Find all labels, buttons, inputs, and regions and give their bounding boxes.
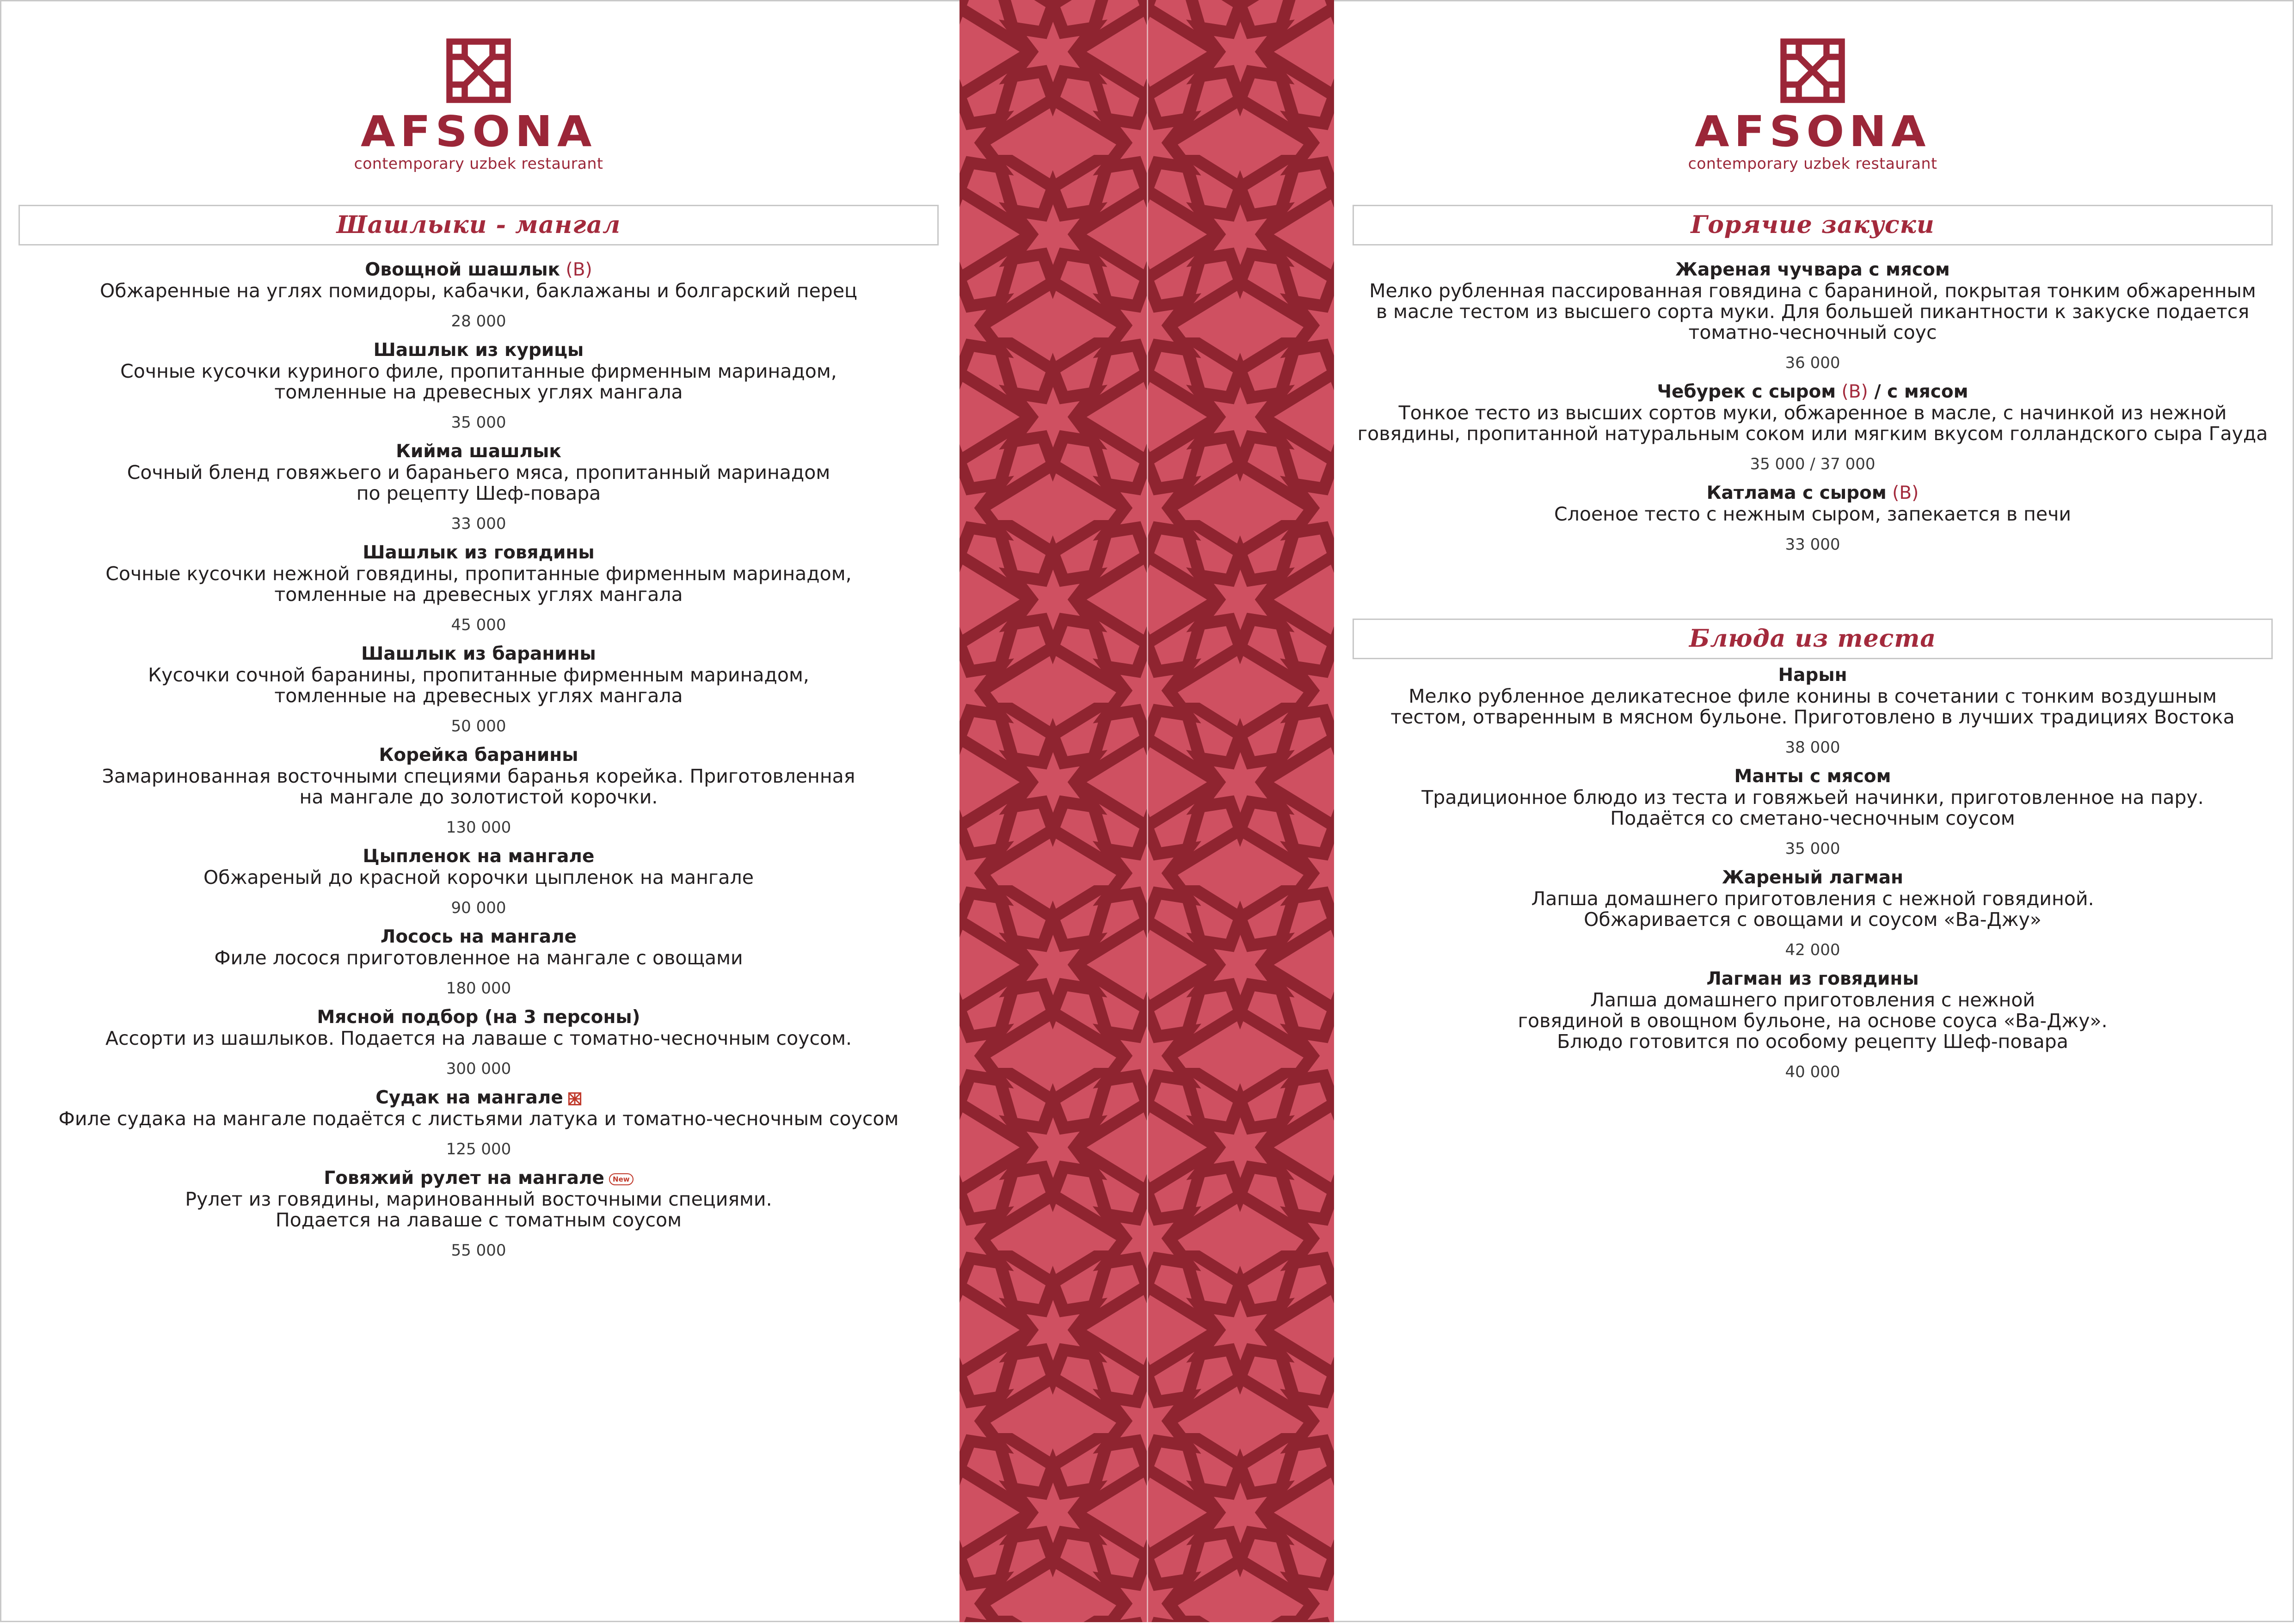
section-title: Горячие закуски (1691, 211, 1935, 239)
menu-item-list (1353, 259, 2273, 554)
dish-price: 180 000 (446, 979, 511, 998)
menu-item (18, 846, 939, 918)
dish-description: Сочный бленд говяжьего и бараньего мяса, пропитанный маринадом (127, 461, 830, 484)
dish-name-text: Шашлык из говядины (363, 542, 595, 563)
dish-description: Замаринованная восточными специями баранья корейка. Приготовленная (102, 765, 855, 787)
menu-item (1353, 259, 2273, 373)
dish-description: по рецепту Шеф-повара (356, 482, 601, 504)
dish-price: 90 000 (451, 899, 506, 917)
dish-description: тестом, отваренным в мясном бульоне. Приготовлено в лучших традициях Востока (1390, 706, 2235, 728)
dish-name-text: Жареная чучвара с мясом (1675, 259, 1950, 280)
dish-description: говядиной в овощном бульоне, на основе соуса «Ва-Джу». (1518, 1010, 2108, 1032)
dish-description: Рулет из говядины, маринованный восточными специями. (185, 1188, 772, 1210)
section-title: Блюда из теста (1689, 625, 1937, 653)
menu-item (1353, 664, 2273, 757)
section-title: Шашлыки - мангал (336, 211, 621, 239)
dish-name-text: Судак на мангале (375, 1087, 563, 1108)
dish-name (1353, 259, 2273, 281)
menu-item (18, 1006, 939, 1079)
brand-tagline: contemporary uzbek restaurant (1688, 154, 1937, 172)
dish-name (18, 441, 939, 462)
menu-item (18, 744, 939, 837)
menu-item (1353, 766, 2273, 858)
dish-name-text: Чебурек с сыром (1657, 381, 1836, 402)
vegetarian-tag: (В) (1836, 381, 1868, 402)
dish-price: 40 000 (1785, 1063, 1840, 1081)
lattice-knot-icon (1778, 36, 1847, 105)
dish-description: Традиционное блюдо из теста и говяжьей начинки, приготовленное на пару. (1421, 786, 2204, 809)
dish-description: Обжаренные на углях помидоры, кабачки, баклажаны и болгарский перец (100, 280, 857, 302)
dish-description: томленные на древесных углях мангала (274, 381, 683, 403)
dish-price: 35 000 (451, 413, 506, 432)
dish-name-text: Кийма шашлык (396, 441, 561, 462)
dish-description: томленные на древесных углях мангала (274, 685, 683, 707)
menu-item (18, 441, 939, 533)
dish-name-text: Жареный лагман (1722, 867, 1903, 888)
dish-name-text: Шашлык из курицы (373, 340, 584, 361)
dish-name-text: Нарын (1778, 665, 1847, 686)
dish-description: Подаётся со сметано-чесночным соусом (1610, 807, 2015, 829)
dish-price: 33 000 (1785, 535, 1840, 554)
dish-price: 50 000 (451, 717, 506, 735)
brand-name: AFSONA (361, 114, 597, 150)
brand-logo (1353, 36, 2273, 172)
dish-name-text: Лагман из говядины (1706, 968, 1919, 989)
dish-price: 42 000 (1785, 941, 1840, 959)
dish-description: на мангале до золотистой корочки. (299, 786, 658, 808)
brand-tagline: contemporary uzbek restaurant (354, 154, 603, 172)
menu-item-list (18, 259, 939, 1260)
dish-name-text: Лосось на мангале (380, 926, 577, 947)
dish-name-text: Мясной подбор (на 3 персоны) (317, 1007, 640, 1028)
dish-description: Мелко рубленная пассированная говядина с бараниной, покрытая тонким обжаренным (1369, 280, 2256, 302)
dish-description: Ассорти из шашлыков. Подается на лаваше с томатно-чесночным соусом. (105, 1027, 852, 1049)
dish-name (18, 259, 939, 281)
section-header-hot-appetizers (1353, 205, 2273, 245)
dish-name (1353, 664, 2273, 686)
dish-name-text: Цыпленок на мангале (363, 846, 595, 867)
signature-dish-icon (568, 1092, 582, 1106)
dish-price: 33 000 (451, 515, 506, 533)
center-fold (1147, 0, 1148, 1622)
dish-description: Сочные кусочки куриного филе, пропитанные фирменным маринадом, (120, 360, 837, 382)
section-header-dough-dishes (1353, 619, 2273, 659)
menu-item (18, 339, 939, 432)
dish-name-text: Корейка баранины (379, 745, 578, 766)
dish-description: томатно-чесночный соус (1688, 321, 1937, 343)
dish-name-text: Катлама с сыром (1706, 483, 1887, 503)
dish-name (1353, 968, 2273, 990)
dish-description: Слоеное тесто с нежным сыром, запекается в печи (1554, 503, 2071, 525)
dish-description: Лапша домашнего приготовления с нежной (1590, 989, 2036, 1011)
dish-description: Блюдо готовится по особому рецепту Шеф-повара (1557, 1030, 2068, 1053)
dish-description: Кусочки сочной баранины, пропитанные фирменным маринадом, (148, 664, 809, 686)
dish-price: 35 000 / 37 000 (1750, 455, 1876, 473)
dish-name (1353, 766, 2273, 787)
dish-description: говядины, пропитанной натуральным соком или мягким вкусом голландского сыра Гауда (1357, 423, 2268, 445)
menu-item (18, 259, 939, 331)
menu-item (18, 643, 939, 736)
dish-price: 125 000 (446, 1140, 511, 1158)
brand-wordmark (358, 114, 599, 150)
menu-item (1353, 867, 2273, 960)
dish-price: 35 000 (1785, 840, 1840, 858)
dish-description: Сочные кусочки нежной говядины, пропитанные фирменным маринадом, (105, 563, 852, 585)
dish-price: 130 000 (446, 818, 511, 837)
dish-description: Обжаривается с овощами и соусом «Ва-Джу» (1584, 908, 2042, 931)
dish-description: Обжареный до красной корочки цыпленок на мангале (203, 866, 754, 889)
dish-price: 300 000 (446, 1060, 511, 1078)
menu-item (18, 926, 939, 998)
dish-name-text: Шашлык из баранины (361, 643, 596, 664)
menu-item (18, 1087, 939, 1159)
dish-description: в масле тестом из высшего сорта муки. Для большей пикантности к закуске подается (1376, 300, 2250, 323)
menu-item (1353, 968, 2273, 1082)
dish-description: томленные на древесных углях мангала (274, 583, 683, 606)
lattice-knot-icon (444, 36, 513, 105)
dish-name-text: Овощной шашлык (365, 259, 560, 280)
dish-name (18, 339, 939, 361)
dish-name (18, 846, 939, 867)
dish-name (18, 1087, 939, 1109)
brand-name: AFSONA (1695, 114, 1931, 150)
brand-logo (18, 36, 939, 172)
dish-price: 36 000 (1785, 354, 1840, 372)
dish-description: Тонкое тесто из высших сортов муки, обжаренное в масле, с начинкой из нежной (1398, 402, 2227, 424)
vegetarian-tag: (В) (1886, 483, 1919, 503)
left-page (18, 0, 939, 1622)
dish-name-text: Говяжий рулет на мангале (324, 1168, 605, 1189)
dish-description: Мелко рубленное деликатесное филе конины в сочетании с тонким воздушным (1408, 685, 2217, 707)
dish-name (1353, 482, 2273, 504)
dish-name (18, 744, 939, 766)
dish-price: 45 000 (451, 616, 506, 634)
dish-price: 28 000 (451, 312, 506, 331)
menu-item (1353, 482, 2273, 554)
dish-description: Филе лосося приготовленное на мангале с овощами (214, 947, 743, 969)
new-badge: New (609, 1173, 633, 1185)
dish-price: 38 000 (1785, 738, 1840, 757)
dish-description: Филе судака на мангале подаётся с листьями латука и томатно-чесночным соусом (58, 1108, 899, 1130)
dish-name (18, 1167, 939, 1189)
dish-price: 55 000 (451, 1241, 506, 1260)
menu-item (18, 542, 939, 635)
menu-item-list (1353, 664, 2273, 1082)
dish-name (18, 1006, 939, 1028)
dish-name-suffix: / с мясом (1868, 381, 1968, 402)
brand-wordmark (1692, 114, 1933, 150)
vegetarian-tag: (В) (560, 259, 592, 280)
dish-name (18, 643, 939, 665)
dish-name (1353, 381, 2273, 403)
section-header-shashlik (18, 205, 939, 245)
dish-description: Лапша домашнего приготовления с нежной говядиной. (1531, 888, 2094, 910)
right-page (1353, 0, 2273, 1622)
dish-name (18, 926, 939, 948)
menu-item (1353, 381, 2273, 474)
dish-name (18, 542, 939, 564)
dish-name (1353, 867, 2273, 889)
menu-item (18, 1167, 939, 1260)
dish-name-text: Манты с мясом (1734, 766, 1891, 787)
dish-description: Подается на лаваше с томатным соусом (275, 1209, 682, 1231)
